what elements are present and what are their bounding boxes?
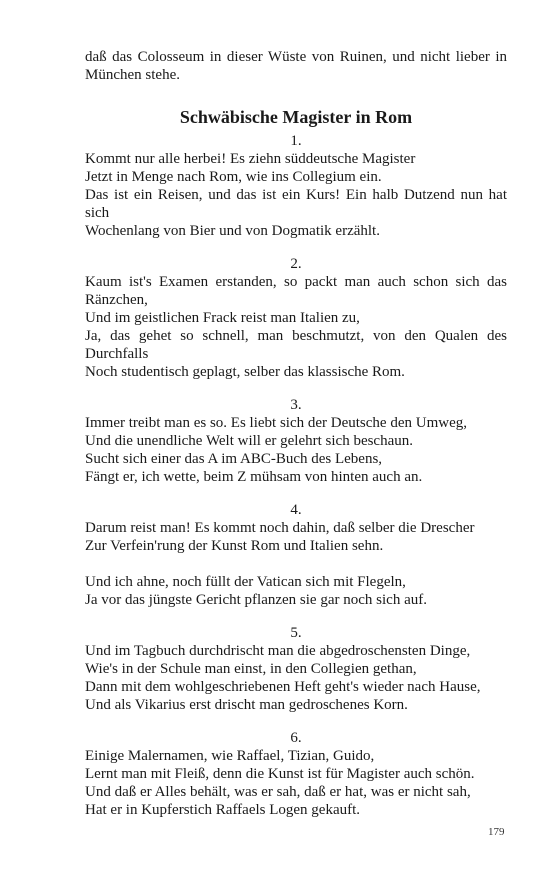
stanza	[85, 501, 507, 609]
verse-line: Fängt er, ich wette, beim Z mühsam von hinten auch an.	[85, 469, 423, 485]
verse-line: Sucht sich einer das A im ABC-Buch des Lebens,	[85, 451, 383, 467]
poem-stanzas	[85, 132, 507, 819]
verse-line: Und daß er Alles behält, was er sah, daß er hat, was er nicht sah,	[85, 784, 471, 800]
verse-line: Zur Verfein'rung der Kunst Rom und Italien sehn.	[85, 538, 384, 554]
verse-line: Lernt man mit Fleiß, denn die Kunst ist für Magister auch schön.	[85, 766, 475, 782]
stanza	[85, 255, 507, 381]
verse-line: Und ich ahne, noch füllt der Vatican sich mit Flegeln,	[85, 574, 406, 590]
stanza	[85, 132, 507, 240]
verse-line: Dann mit dem wohlgeschriebenen Heft geht's wieder nach Hause,	[85, 679, 481, 695]
stanza-number: 1.	[290, 133, 302, 149]
verse-line: Ja, das gehet so schnell, man beschmutzt, von den Qualen des Durchfalls	[85, 328, 507, 362]
verse-line: Noch studentisch geplagt, selber das klassische Rom.	[85, 364, 405, 380]
poem-title: Schwäbische Magister in Rom	[179, 107, 413, 127]
stanza	[85, 396, 507, 486]
verse-line: Kommt nur alle herbei! Es ziehn süddeutsche Magister	[85, 151, 416, 167]
verse-line: Einige Malernamen, wie Raffael, Tizian, Guido,	[85, 748, 375, 764]
verse-line: Und die unendliche Welt will er gelehrt sich beschaun.	[85, 433, 414, 449]
page-body	[85, 48, 507, 834]
verse-line: Immer treibt man es so. Es liebt sich der Deutsche den Umweg,	[85, 415, 467, 431]
verse-line: Hat er in Kupferstich Raffaels Logen gekauft.	[85, 802, 361, 818]
verse-line: Kaum ist's Examen erstanden, so packt man auch schon sich das Ränzchen,	[85, 274, 507, 308]
page-number: 179	[488, 826, 505, 838]
verse-line: Wochenlang von Bier und von Dogmatik erzählt.	[85, 223, 380, 239]
verse-line: Und im geistlichen Frack reist man Italien zu,	[85, 310, 360, 326]
stanza-number: 4.	[290, 502, 302, 518]
stanza	[85, 729, 507, 819]
stanza-number: 2.	[290, 256, 302, 272]
stanza	[85, 624, 507, 714]
verse-line: Und als Vikarius erst drischt man gedroschenes Korn.	[85, 697, 408, 713]
verse-line: Wie's in der Schule man einst, in den Collegien gethan,	[85, 661, 417, 677]
verse-line: Und im Tagbuch durchdrischt man die abgedroschensten Dinge,	[85, 643, 471, 659]
intro-paragraph: daß das Colosseum in dieser Wüste von Ruinen, und nicht lieber in München stehe.	[85, 49, 507, 83]
verse-line: Jetzt in Menge nach Rom, wie ins Collegium ein.	[85, 169, 382, 185]
verse-line: Darum reist man! Es kommt noch dahin, daß selber die Drescher	[85, 520, 475, 536]
verse-line: Ja vor das jüngste Gericht pflanzen sie gar noch sich auf.	[85, 592, 427, 608]
stanza-number: 6.	[290, 730, 302, 746]
verse-line: Das ist ein Reisen, und das ist ein Kurs! Ein halb Dutzend nun hat sich	[85, 187, 507, 221]
stanza-number: 5.	[290, 625, 302, 641]
stanza-number: 3.	[290, 397, 302, 413]
stanza-gap	[85, 555, 507, 573]
